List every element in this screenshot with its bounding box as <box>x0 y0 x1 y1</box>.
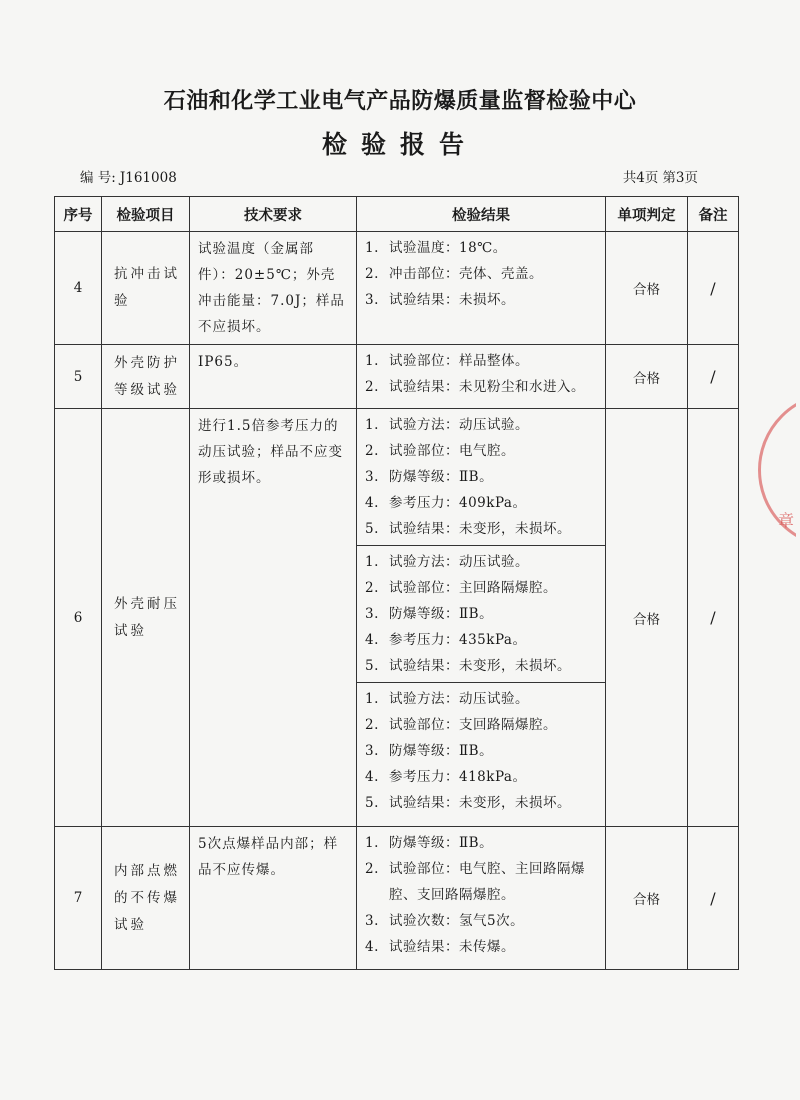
result-index: 3. <box>365 913 379 929</box>
row-number: 7 <box>55 827 102 970</box>
row-number: 4 <box>55 232 102 345</box>
result-text: 试验部位：电气腔、主回路隔爆腔、支回路隔爆腔。 <box>389 861 585 903</box>
table-row <box>55 345 739 409</box>
result-text: 试验结果：未见粉尘和水进入。 <box>389 379 585 395</box>
result-line <box>365 287 599 313</box>
result-index: 1. <box>365 417 379 433</box>
result-cell <box>357 827 606 970</box>
result-text: 试验部位：样品整体。 <box>389 353 529 369</box>
result-text: 试验温度：18℃。 <box>389 240 507 256</box>
report-number-value: J161008 <box>119 170 177 186</box>
result-line <box>365 490 599 516</box>
result-index: 1. <box>365 554 379 570</box>
result-line <box>365 412 599 438</box>
table-row <box>55 409 739 827</box>
result-text: 试验结果：未变形，未损坏。 <box>389 521 571 537</box>
org-title: 石油和化学工业电气产品防爆质量监督检验中心 <box>163 88 637 114</box>
result-group <box>357 682 605 819</box>
requirement: IP65。 <box>190 345 357 409</box>
result-line <box>365 374 599 400</box>
note: / <box>688 345 739 409</box>
result-index: 2. <box>365 379 379 395</box>
result-index: 5. <box>365 795 379 811</box>
result-text: 试验部位：支回路隔爆腔。 <box>389 717 557 733</box>
result-index: 4. <box>365 495 379 511</box>
col-header-note: 备注 <box>688 197 739 232</box>
result-line <box>365 601 599 627</box>
row-number: 5 <box>55 345 102 409</box>
result-text: 防爆等级：ⅡB。 <box>389 469 494 485</box>
result-index: 3. <box>365 606 379 622</box>
result-group <box>357 545 605 682</box>
result-text: 试验次数：氢气5次。 <box>389 913 525 929</box>
result-line <box>365 235 599 261</box>
result-index: 3. <box>365 469 379 485</box>
result-group <box>357 827 605 963</box>
result-index: 4. <box>365 769 379 785</box>
note: / <box>688 827 739 970</box>
result-text: 防爆等级：ⅡB。 <box>389 743 494 759</box>
result-text: 防爆等级：ⅡB。 <box>389 606 494 622</box>
result-index: 5. <box>365 658 379 674</box>
result-index: 4. <box>365 632 379 648</box>
result-text: 试验部位：电气腔。 <box>389 443 515 459</box>
result-group <box>357 232 605 316</box>
col-header-item: 检验项目 <box>102 197 190 232</box>
result-index: 2. <box>365 861 379 877</box>
total-pages: 共4页 <box>622 170 659 186</box>
result-cell <box>357 409 606 827</box>
result-index: 3. <box>365 292 379 308</box>
result-line <box>365 908 599 934</box>
seal-char: 章 <box>778 511 795 530</box>
result-index: 3. <box>365 743 379 759</box>
row-number: 6 <box>55 409 102 827</box>
result-group <box>357 345 605 403</box>
requirement: 5次点爆样品内部；样品不应传爆。 <box>190 827 357 970</box>
result-index: 2. <box>365 580 379 596</box>
col-header-judge: 单项判定 <box>606 197 688 232</box>
result-line <box>365 738 599 764</box>
result-line <box>365 549 599 575</box>
current-page: 第3页 <box>662 170 698 186</box>
result-text: 冲击部位：壳体、壳盖。 <box>389 266 543 282</box>
judgement: 合格 <box>606 827 688 970</box>
result-line <box>365 653 599 679</box>
test-item: 外壳耐压试验 <box>102 409 190 827</box>
col-header-req: 技术要求 <box>190 197 357 232</box>
result-index: 1. <box>365 691 379 707</box>
judgement: 合格 <box>606 409 688 827</box>
result-text: 试验结果：未变形，未损坏。 <box>389 795 571 811</box>
note: / <box>688 232 739 345</box>
result-line <box>365 464 599 490</box>
result-text: 试验结果：未变形，未损坏。 <box>389 658 571 674</box>
inspection-table <box>54 196 739 970</box>
col-header-result: 检验结果 <box>357 197 606 232</box>
result-index: 5. <box>365 521 379 537</box>
result-text: 试验部位：主回路隔爆腔。 <box>389 580 557 596</box>
col-header-no: 序号 <box>55 197 102 232</box>
result-index: 1. <box>365 835 379 851</box>
table-row <box>55 232 739 345</box>
page-info <box>623 166 702 186</box>
result-line <box>365 627 599 653</box>
result-text: 试验方法：动压试验。 <box>389 691 529 707</box>
result-text: 参考压力：418kPa。 <box>389 769 527 785</box>
result-text: 试验结果：未传爆。 <box>389 939 515 955</box>
table-header-row <box>55 197 739 232</box>
result-index: 4. <box>365 939 379 955</box>
result-line <box>365 830 599 856</box>
result-line <box>365 934 599 960</box>
result-text: 试验结果：未损坏。 <box>389 292 515 308</box>
result-line <box>365 261 599 287</box>
note: / <box>688 409 739 827</box>
result-line <box>365 764 599 790</box>
result-text: 参考压力：409kPa。 <box>389 495 527 511</box>
result-line <box>365 575 599 601</box>
red-seal <box>752 390 796 550</box>
judgement: 合格 <box>606 345 688 409</box>
result-index: 2. <box>365 266 379 282</box>
test-item: 内部点燃的不传爆试验 <box>102 827 190 970</box>
requirement: 试验温度（金属部件）：20±5℃；外壳冲击能量：7.0J；样品不应损坏。 <box>190 232 357 345</box>
result-line <box>365 516 599 542</box>
result-line <box>365 790 599 816</box>
test-item: 抗冲击试验 <box>102 232 190 345</box>
report-number-label: 编 号: <box>80 170 116 186</box>
result-line <box>365 348 599 374</box>
result-index: 2. <box>365 443 379 459</box>
result-group <box>357 409 605 545</box>
report-title: 检验报告 <box>321 130 478 159</box>
result-index: 1. <box>365 353 379 369</box>
result-line <box>365 686 599 712</box>
report-number <box>80 166 181 186</box>
result-line <box>365 438 599 464</box>
judgement: 合格 <box>606 232 688 345</box>
result-line <box>365 856 599 908</box>
result-index: 2. <box>365 717 379 733</box>
table-row <box>55 827 739 970</box>
result-line <box>365 712 599 738</box>
result-text: 试验方法：动压试验。 <box>389 417 529 433</box>
requirement: 进行1.5倍参考压力的动压试验；样品不应变形或损坏。 <box>190 409 357 827</box>
result-text: 参考压力：435kPa。 <box>389 632 527 648</box>
result-cell <box>357 345 606 409</box>
result-cell <box>357 232 606 345</box>
result-text: 防爆等级：ⅡB。 <box>389 835 494 851</box>
result-index: 1. <box>365 240 379 256</box>
result-text: 试验方法：动压试验。 <box>389 554 529 570</box>
test-item: 外壳防护等级试验 <box>102 345 190 409</box>
